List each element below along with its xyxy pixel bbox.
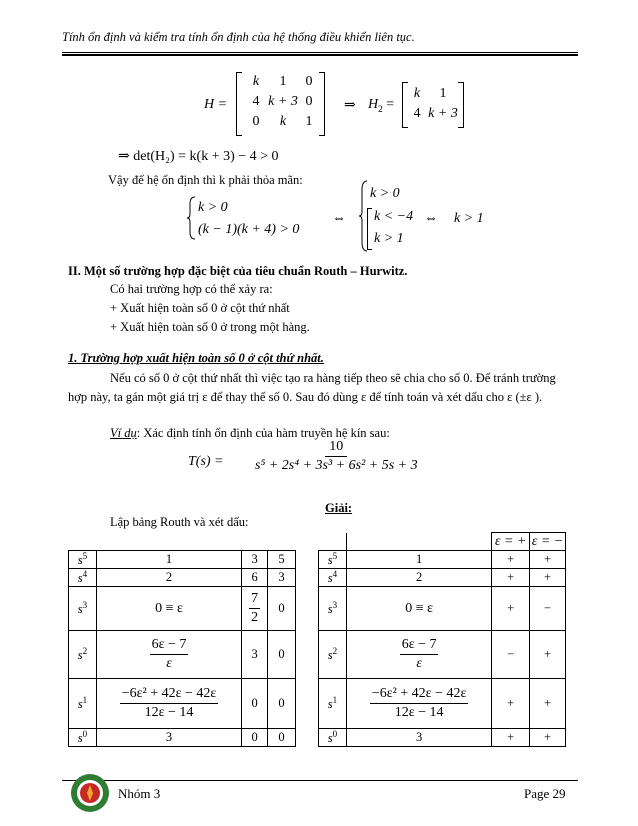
s-symbol: s <box>77 731 83 746</box>
table-cell: 0 <box>268 679 296 729</box>
matrix-h-right-bracket <box>319 72 325 136</box>
matrix-h-cell: 4 <box>252 94 260 109</box>
s-power: 3 <box>82 600 88 611</box>
header-rule-thick <box>62 54 578 56</box>
matrix-h-lhs: H = <box>204 97 228 112</box>
s-power: 4 <box>332 569 338 580</box>
table-cell: 3 <box>268 569 296 587</box>
section-2-line-2: + Xuất hiện toàn số 0 ở cột thứ nhất <box>110 301 290 315</box>
table-cell: 1 <box>346 551 491 569</box>
fraction-denominator: ε <box>166 656 172 672</box>
table-row <box>69 587 296 631</box>
table-row <box>69 551 296 569</box>
matrix-h-cell: k <box>252 74 260 89</box>
sign-cell: + <box>492 587 530 631</box>
matrix-h2-lhs <box>368 97 394 114</box>
iff-symbol-2: ⇔ <box>424 211 438 226</box>
matrix-h-cell: k + 3 <box>268 94 298 109</box>
sign-cell: + <box>492 551 530 569</box>
table-row <box>319 729 566 747</box>
header-epsilon-minus: ε = − <box>530 533 566 551</box>
table-cell: 0 <box>242 729 268 747</box>
routh-table-right <box>318 532 566 747</box>
s-symbol: s <box>327 648 333 663</box>
table-cell: 0 ≡ ε <box>96 587 241 631</box>
section-2-heading: II. Một số trường hợp đặc biệt của tiêu chuẩn Routh – Hurwitz. <box>68 264 408 278</box>
sign-cell: − <box>492 631 530 679</box>
s-power: 2 <box>82 646 88 657</box>
s-power: 5 <box>332 551 338 561</box>
iff-symbol-1: ⇔ <box>332 211 346 226</box>
s-power: 1 <box>332 695 338 706</box>
fraction-denominator: 12ε − 14 <box>144 705 194 721</box>
or-bracket <box>367 208 372 250</box>
table-cell: 2 <box>96 569 241 587</box>
sign-cell: − <box>530 587 566 631</box>
condition-right-or-1: k < −4 <box>374 209 414 224</box>
matrix-h-left-bracket <box>236 72 242 136</box>
s-symbol: s <box>77 648 83 663</box>
table-row <box>69 729 296 747</box>
table-row <box>319 587 566 631</box>
sign-cell: + <box>492 729 530 747</box>
matrix-h-cell: 1 <box>305 114 313 129</box>
s-power: 3 <box>332 600 338 611</box>
section-2-line-1: Có hai trường hợp có thể xảy ra: <box>110 282 273 296</box>
s-symbol: s <box>327 553 333 568</box>
s-power: 0 <box>82 729 88 740</box>
table-row <box>319 551 566 569</box>
row-label <box>319 631 347 679</box>
condition-left-1: k > 0 <box>198 200 228 215</box>
section-2-line-3: + Xuất hiện toàn số 0 ở trong một hàng. <box>110 320 310 334</box>
transfer-fn-numerator: 10 <box>325 438 347 457</box>
fraction-denominator: ε <box>416 656 422 672</box>
left-system-brace <box>186 196 196 240</box>
s-power: 5 <box>82 551 88 561</box>
table-row <box>69 679 296 729</box>
matrix-h-cell: 0 <box>305 94 313 109</box>
s-power: 1 <box>82 695 88 706</box>
table-cell: 3 <box>96 729 241 747</box>
table-cell: 0 ≡ ε <box>346 587 491 631</box>
s-symbol: s <box>327 602 333 617</box>
empty-cell <box>346 533 491 551</box>
s-symbol: s <box>77 697 83 712</box>
matrix-h2-sub: 2 <box>378 103 383 114</box>
stability-text: Vậy để hệ ổn định thì k phải thỏa mãn: <box>108 173 303 187</box>
fraction-numerator: 6ε − 7 <box>400 636 439 655</box>
header-rule-thin <box>62 52 578 53</box>
transfer-fn <box>255 438 418 475</box>
row-label <box>69 729 97 747</box>
table-cell <box>346 679 491 729</box>
table-cell: 3 <box>346 729 491 747</box>
table-cell: 1 <box>96 551 241 569</box>
condition-right-top: k > 0 <box>370 186 400 201</box>
row-label <box>69 679 97 729</box>
s-symbol: s <box>327 571 333 586</box>
row-label <box>69 587 97 631</box>
example-text: : Xác định tính ổn định của hàm truyền hệ kín sau: <box>136 426 390 440</box>
condition-result: k > 1 <box>454 211 484 226</box>
table-row <box>319 679 566 729</box>
fraction-numerator: −6ε² + 42ε − 42ε <box>120 685 219 704</box>
footer-rule <box>62 780 578 781</box>
table-cell: 5 <box>268 551 296 569</box>
table-cell: 6 <box>242 569 268 587</box>
sign-cell: + <box>530 729 566 747</box>
matrix-h2-cell: k + 3 <box>428 106 458 121</box>
page-header-title: Tính ổn định và kiểm tra tính ổn định của hệ thống điều khiển liên tục. <box>62 30 415 44</box>
row-label <box>69 551 97 569</box>
table-cell <box>242 587 268 631</box>
sign-cell: + <box>492 679 530 729</box>
empty-cell <box>319 533 347 551</box>
table-row <box>319 569 566 587</box>
sign-cell: + <box>492 569 530 587</box>
case-1-heading <box>68 350 324 366</box>
fraction-numerator: −6ε² + 42ε − 42ε <box>370 685 469 704</box>
fraction-numerator: 6ε − 7 <box>150 636 189 655</box>
sign-cell: + <box>530 569 566 587</box>
table-cell: 2 <box>346 569 491 587</box>
matrix-h2-body <box>408 86 460 122</box>
sign-cell: + <box>530 551 566 569</box>
s-power: 0 <box>332 729 338 740</box>
case-1-para-line-2: hợp này, ta gán một giá trị ε để thay thế số 0. Sau đó dùng ε để tính toán và xét dấu cho ε (±ε ). <box>68 390 543 404</box>
condition-left-2: (k − 1)(k + 4) > 0 <box>198 222 300 237</box>
routh-table-caption: Lập bảng Routh và xét dấu: <box>110 515 249 529</box>
university-logo-icon <box>70 773 110 813</box>
s-power: 2 <box>332 646 338 657</box>
row-label <box>319 729 347 747</box>
matrix-h2-name: H <box>368 97 379 112</box>
s-power: 4 <box>82 569 88 580</box>
matrix-h-cell: 1 <box>279 74 287 89</box>
table-header-row <box>319 533 566 551</box>
fraction-numerator: 7 <box>249 590 260 609</box>
transfer-fn-denominator: s⁵ + 2s⁴ + 3s³ + 6s² + 5s + 3 <box>255 458 418 473</box>
table-cell: 0 <box>268 587 296 631</box>
row-label <box>69 569 97 587</box>
matrix-h-cell: 0 <box>252 114 260 129</box>
row-label <box>319 679 347 729</box>
table-cell <box>96 679 241 729</box>
matrix-h-cell: 0 <box>305 74 313 89</box>
table-cell: 0 <box>242 679 268 729</box>
case-1-heading-text: 1. Trường hợp xuất hiện toàn số 0 ở cột thứ nhất. <box>68 351 324 365</box>
table-row <box>319 631 566 679</box>
transfer-fn-lhs: T(s) = <box>188 454 224 469</box>
footer-page-number: Page 29 <box>524 786 566 801</box>
matrix-h-body <box>246 74 318 130</box>
table-cell <box>346 631 491 679</box>
case-1-para-line-1: Nếu có số 0 ở cột thứ nhất thì việc tạo ra hàng tiếp theo sẽ chia cho số 0. Để tránh trường <box>110 371 556 385</box>
table-cell: 0 <box>268 631 296 679</box>
footer-group-name: Nhóm 3 <box>118 786 161 801</box>
header-epsilon-plus: ε = + <box>492 533 530 551</box>
row-label <box>319 587 347 631</box>
matrix-h2-eq: = <box>386 97 395 112</box>
sign-cell: + <box>530 631 566 679</box>
example-label: Ví dụ <box>110 426 137 440</box>
s-symbol: s <box>327 697 333 712</box>
sign-cell: + <box>530 679 566 729</box>
table-cell: 0 <box>268 729 296 747</box>
det-equation: ⇒ det(H₂) = k(k + 3) − 4 > 0 <box>118 149 279 164</box>
row-label <box>69 631 97 679</box>
s-symbol: s <box>77 602 83 617</box>
table-cell <box>96 631 241 679</box>
table-cell: 3 <box>242 631 268 679</box>
matrix-h-cell: k <box>279 114 287 129</box>
matrix-h2-cell: 1 <box>439 86 447 101</box>
table-row <box>69 569 296 587</box>
table-cell: 3 <box>242 551 268 569</box>
routh-table-left <box>68 550 296 747</box>
condition-right-or-2: k > 1 <box>374 231 404 246</box>
row-label <box>319 551 347 569</box>
s-symbol: s <box>77 553 83 568</box>
matrix-h2-cell: 4 <box>413 106 421 121</box>
s-symbol: s <box>327 731 333 746</box>
row-label <box>319 569 347 587</box>
s-symbol: s <box>77 571 83 586</box>
fraction-denominator: 12ε − 14 <box>394 705 444 721</box>
implies-arrow: ⇒ <box>344 98 356 113</box>
fraction-denominator: 2 <box>251 610 259 626</box>
solution-label: Giải: <box>325 501 353 515</box>
matrix-h2-cell: k <box>413 86 421 101</box>
table-row <box>69 631 296 679</box>
